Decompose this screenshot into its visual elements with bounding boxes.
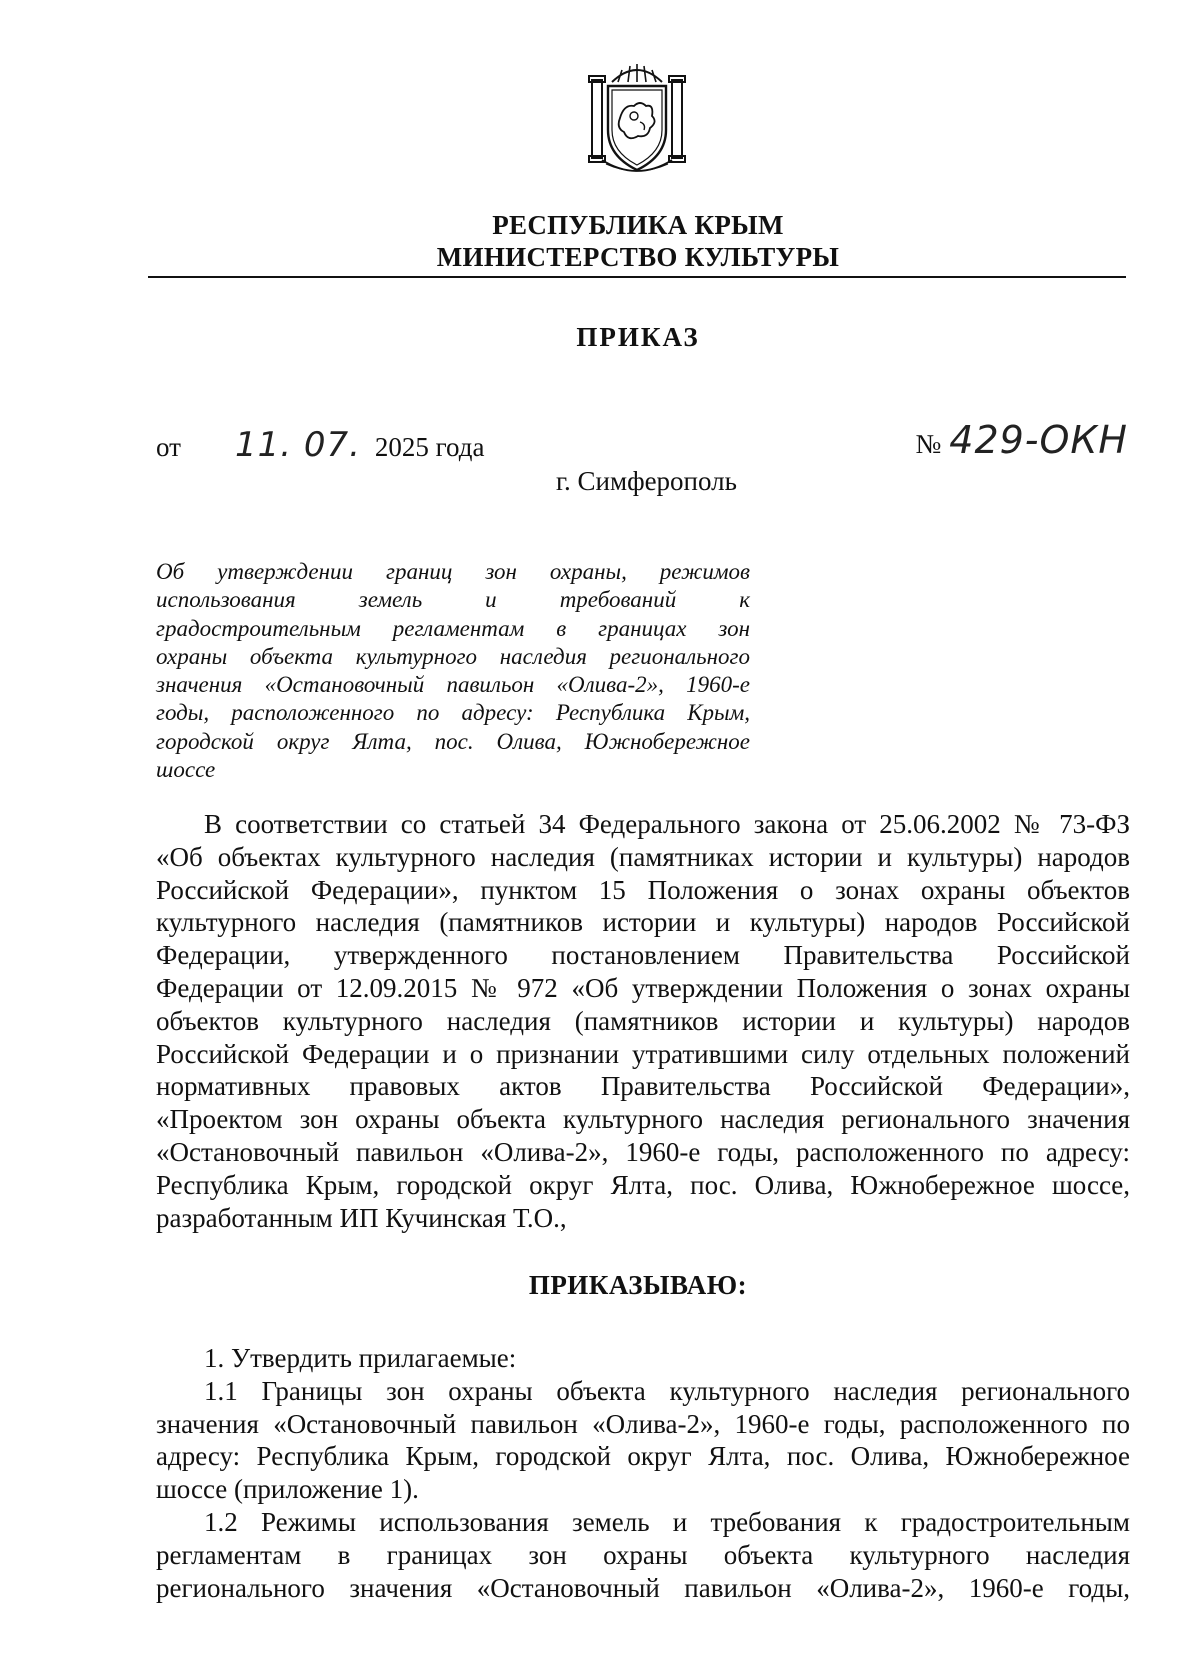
order-line: регионального значения «Остановочный павильон «Олива-2», 1960-е годы, (156, 1572, 1130, 1603)
order-line: адресу: Республика Крым, городской округ Ялта, пос. Олива, Южнобережное (156, 1441, 1130, 1472)
coat-of-arms-emblem (582, 60, 692, 180)
preamble-line: В соответствии со статьей 34 Федерального закона от 25.06.2002 № 73-ФЗ (204, 809, 1130, 839)
subject-line: Об утверждении границ зон охраны, режимов (156, 559, 750, 584)
handwritten-number: 429-ОКН (949, 418, 1128, 462)
order-subject (156, 558, 750, 784)
date-field (156, 425, 485, 465)
order-line: 1.2 Режимы использования земель и требования к градостроительным (204, 1506, 1130, 1537)
order-line: 1. Утвердить прилагаемые: (204, 1343, 517, 1373)
preamble-line: «Проектом зон охраны объекта культурного наследия регионального значения (156, 1104, 1130, 1135)
preamble-line: Федерации от 12.09.2015 № 972 «Об утверждении Положения о зонах охраны (156, 972, 1130, 1003)
command-heading: ПРИКАЗЫВАЮ: (528, 1270, 748, 1300)
document-type-title: ПРИКАЗ (576, 322, 700, 352)
preamble-line: Российской Федерации и о признании утратившими силу отдельных положений (156, 1038, 1130, 1069)
preamble-line: «Об объектах культурного наследия (памятниках истории и культуры) народов (156, 841, 1130, 872)
document-number-field (916, 418, 1128, 462)
subject-line: годы, расположенного по адресу: Республика Крым, (156, 700, 750, 726)
preamble-line: объектов культурного наследия (памятников истории и культуры) народов (156, 1005, 1130, 1036)
preamble-line: «Остановочный павильон «Олива-2», 1960-е годы, расположенного по адресу: (156, 1136, 1130, 1167)
order-line: 1.1 Границы зон охраны объекта культурного наследия регионального (204, 1375, 1130, 1406)
subject-line: шоссе (156, 757, 216, 783)
number-prefix: № (915, 429, 942, 459)
order-line: регламентам в границах зон охраны объекта культурного наследия (156, 1539, 1130, 1570)
handwritten-date: 11. 07. (234, 425, 361, 465)
preamble-line: разработанным ИП Кучинская Т.О., (156, 1202, 567, 1233)
order-line: значения «Остановочный павильон «Олива-2», 1960-е годы, расположенного по (156, 1408, 1130, 1439)
order-items (156, 1342, 1130, 1604)
subject-line: значения «Остановочный павильон «Олива-2», 1960-е (156, 672, 750, 698)
preamble-line: культурного наследия (памятников истории и культуры) народов Российской (156, 907, 1130, 938)
preamble-paragraph (156, 808, 1130, 1234)
preamble-line: нормативных правовых актов Правительства Российской Федерации», (156, 1071, 1130, 1102)
org-name-line1: РЕСПУБЛИКА КРЫМ (492, 210, 784, 240)
order-line: шоссе (приложение 1). (156, 1474, 419, 1505)
subject-line: городской округ Ялта, пос. Олива, Южнобережное (156, 728, 750, 754)
date-prefix: от (156, 432, 181, 462)
header-divider (148, 276, 1126, 278)
preamble-line: Республика Крым, городской округ Ялта, пос. Олива, Южнобережное шоссе, (156, 1169, 1130, 1200)
subject-line: использования земель и требований к (156, 587, 750, 613)
org-name-line2: МИНИСТЕРСТВО КУЛЬТУРЫ (436, 242, 840, 272)
date-year: 2025 года (374, 432, 485, 462)
preamble-line: Российской Федерации», пунктом 15 Положения о зонах охраны объектов (156, 874, 1130, 905)
subject-line: градостроительным регламентам в границах зон (156, 615, 750, 641)
issue-city: г. Симферополь (556, 466, 737, 496)
subject-line: охраны объекта культурного наследия регионального (156, 643, 750, 669)
preamble-line: Федерации, утвержденного постановлением Правительства Российской (156, 940, 1130, 971)
